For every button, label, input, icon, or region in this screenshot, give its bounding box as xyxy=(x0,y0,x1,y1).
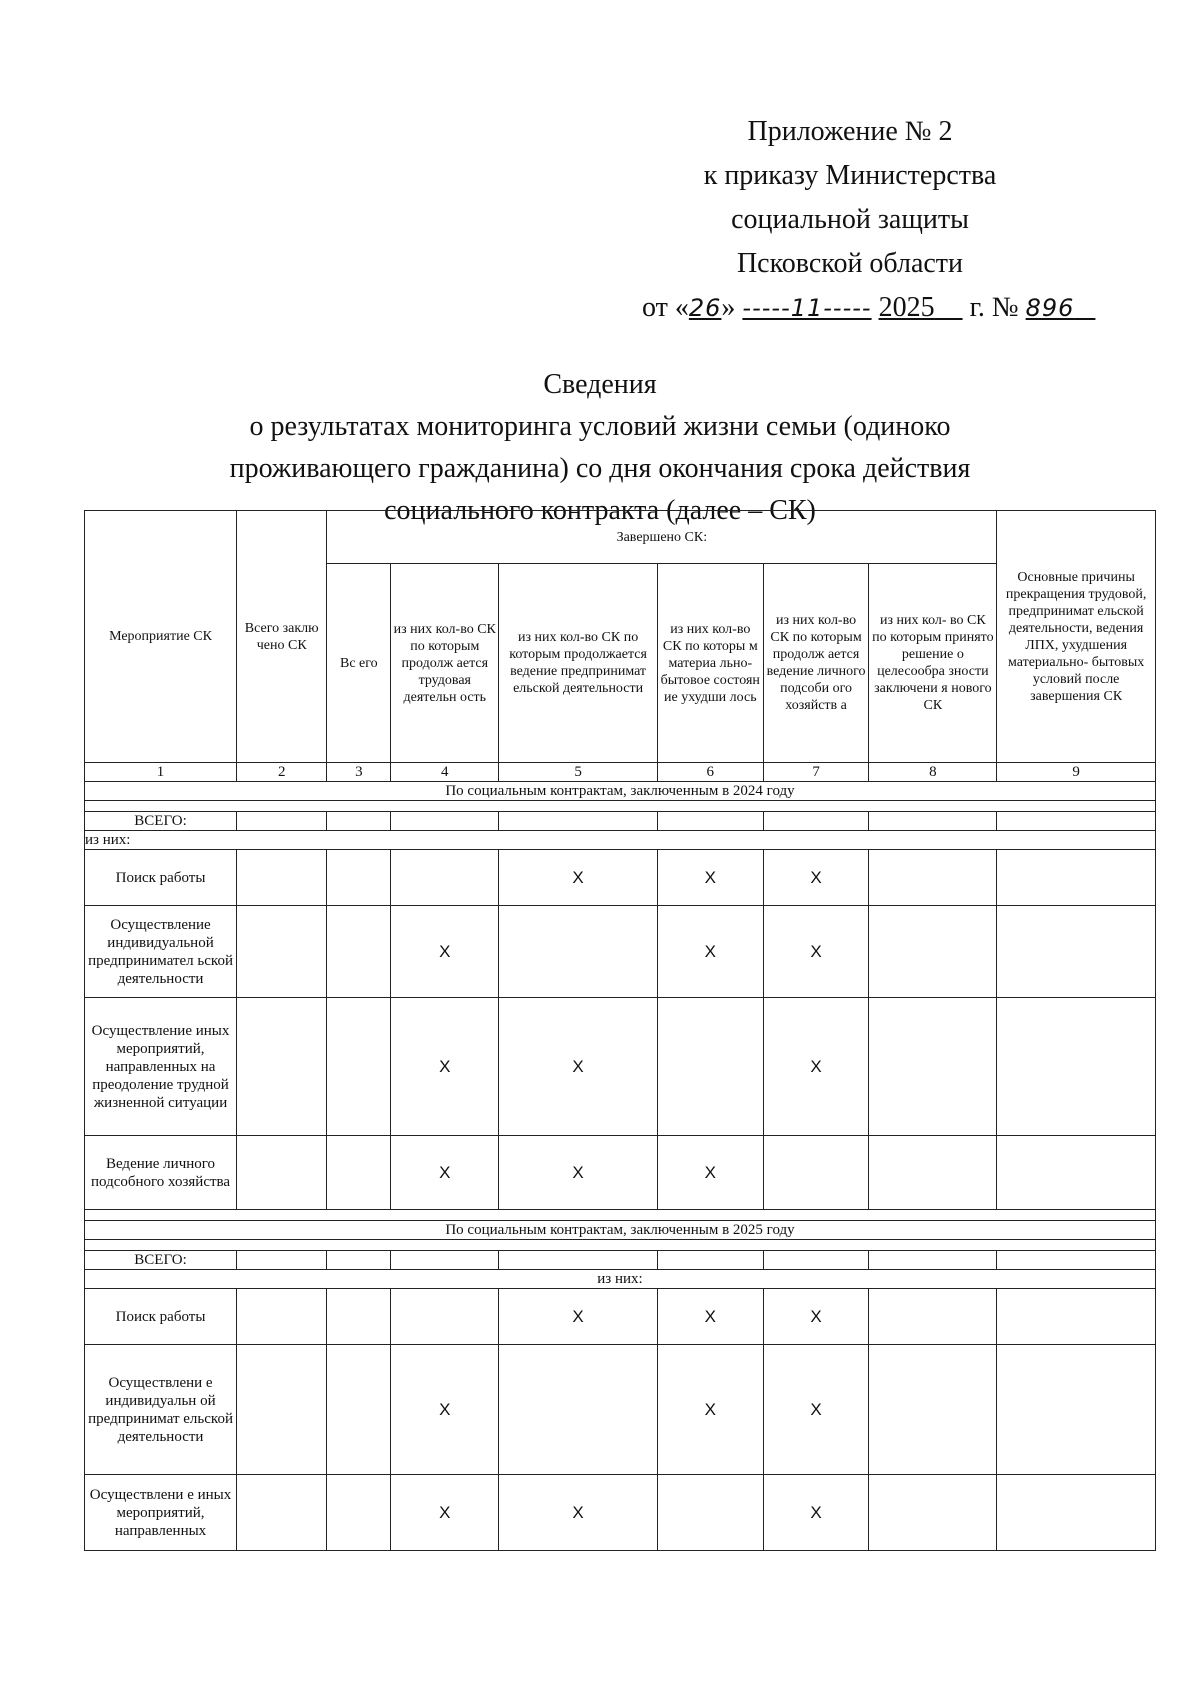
column-number: 4 xyxy=(391,763,499,782)
table-row xyxy=(85,1136,1156,1210)
row-label: Осуществлени е индивидуальн ой предпринимат ельской деятельности xyxy=(85,1345,237,1475)
table-row xyxy=(85,906,1156,998)
heading-title: Сведения xyxy=(543,369,657,400)
approval-line-2: к приказу Министерства xyxy=(703,160,997,191)
row-label: Осуществлени е иных мероприятий, направленных xyxy=(85,1475,237,1551)
date-prefix: от « xyxy=(642,292,689,323)
heading-line-2: о результатах мониторинга условий жизни семьи (одиноко xyxy=(249,411,951,442)
column-number: 2 xyxy=(237,763,327,782)
x-mark: X xyxy=(763,850,869,906)
x-mark: X xyxy=(391,998,499,1136)
x-mark: X xyxy=(499,1475,658,1551)
approval-date-line xyxy=(600,286,1100,330)
x-mark: X xyxy=(499,1136,658,1210)
column-number: 5 xyxy=(499,763,658,782)
approval-line-3: социальной защиты xyxy=(731,204,969,235)
x-mark: X xyxy=(763,1289,869,1345)
header-business: из них кол-во СК по которым продолжается ведение предпринимат ельской деятельности xyxy=(499,564,658,763)
table-row xyxy=(85,1345,1156,1475)
header-household: из них кол-во СК по которым продолж ается ведение личного подсоби ого хозяйств а xyxy=(763,564,869,763)
section-2024-heading: По социальным контрактам, заключенным в 2024 году xyxy=(85,782,1156,801)
monitoring-table xyxy=(84,510,1156,1551)
of-them-label: из них: xyxy=(85,831,1156,850)
total-label: ВСЕГО: xyxy=(85,1251,237,1270)
total-row-2024 xyxy=(85,812,1156,831)
row-label: Поиск работы xyxy=(85,1289,237,1345)
column-number: 3 xyxy=(327,763,391,782)
header-labor: из них кол-во СК по которым продолж ается трудовая деятельн ость xyxy=(391,564,499,763)
row-label: Ведение личного подсобного хозяйства xyxy=(85,1136,237,1210)
x-mark: X xyxy=(499,998,658,1136)
approval-block xyxy=(600,110,1100,330)
header-new-contract: из них кол- во СК по которым принято решение о целесообра зности заключени я нового СК xyxy=(869,564,997,763)
date-year: 2025 xyxy=(878,292,935,323)
column-number: 7 xyxy=(763,763,869,782)
x-mark: X xyxy=(763,906,869,998)
x-mark: X xyxy=(657,850,763,906)
section-spacer xyxy=(85,801,1156,812)
header-worsened: из них кол-во СК по которы м материа льно- бытовое состоян ие ухудши лось xyxy=(657,564,763,763)
column-numbers-row xyxy=(85,763,1156,782)
total-row-2025 xyxy=(85,1251,1156,1270)
x-mark: X xyxy=(763,998,869,1136)
table-row xyxy=(85,1289,1156,1345)
order-number: 896 xyxy=(1025,294,1075,322)
date-day-close: » xyxy=(721,292,736,323)
document-heading xyxy=(180,364,1020,532)
header-completed-group: Завершено СК: xyxy=(327,511,997,564)
total-label: ВСЕГО: xyxy=(85,812,237,831)
x-mark: X xyxy=(763,1345,869,1475)
column-number: 9 xyxy=(997,763,1156,782)
of-them-label: из них: xyxy=(85,1270,1156,1289)
table-row xyxy=(85,998,1156,1136)
x-mark: X xyxy=(391,1136,499,1210)
heading-line-3: проживающего гражданина) со дня окончания срока действия xyxy=(229,453,971,484)
x-mark: X xyxy=(657,1289,763,1345)
header-reasons: Основные причины прекращения трудовой, предпринимат ельской деятельности, ведения ЛПХ, ухудшения материально- бытовых условий после завершения СК xyxy=(997,511,1156,763)
x-mark: X xyxy=(391,1475,499,1551)
x-mark: X xyxy=(499,1289,658,1345)
row-label: Поиск работы xyxy=(85,850,237,906)
date-month: -----11----- xyxy=(742,294,872,322)
x-mark: X xyxy=(499,850,658,906)
column-number: 8 xyxy=(869,763,997,782)
x-mark: X xyxy=(657,1136,763,1210)
row-label: Осуществление индивидуальной предпринимател ьской деятельности xyxy=(85,906,237,998)
order-number-label: г. № xyxy=(969,292,1019,323)
table-row xyxy=(85,1475,1156,1551)
x-mark: X xyxy=(657,906,763,998)
date-day: 26 xyxy=(688,294,722,322)
column-number: 6 xyxy=(657,763,763,782)
row-label: Осуществление иных мероприятий, направленных на преодоление трудной жизненной ситуации xyxy=(85,998,237,1136)
section-spacer xyxy=(85,1210,1156,1221)
approval-line-4: Псковской области xyxy=(736,248,964,279)
header-total-concluded: Всего заклю чено СК xyxy=(237,511,327,763)
header-total: Вс его xyxy=(327,564,391,763)
x-mark: X xyxy=(657,1345,763,1475)
x-mark: X xyxy=(391,1345,499,1475)
section-spacer xyxy=(85,1240,1156,1251)
table-row xyxy=(85,850,1156,906)
section-2025-heading: По социальным контрактам, заключенным в 2025 году xyxy=(85,1221,1156,1240)
approval-line-1: Приложение № 2 xyxy=(747,116,953,147)
column-number: 1 xyxy=(85,763,237,782)
header-event: Мероприятие СК xyxy=(85,511,237,763)
x-mark: X xyxy=(391,906,499,998)
x-mark: X xyxy=(763,1475,869,1551)
heading-line-4: социального контракта (далее – СК) xyxy=(384,495,816,526)
